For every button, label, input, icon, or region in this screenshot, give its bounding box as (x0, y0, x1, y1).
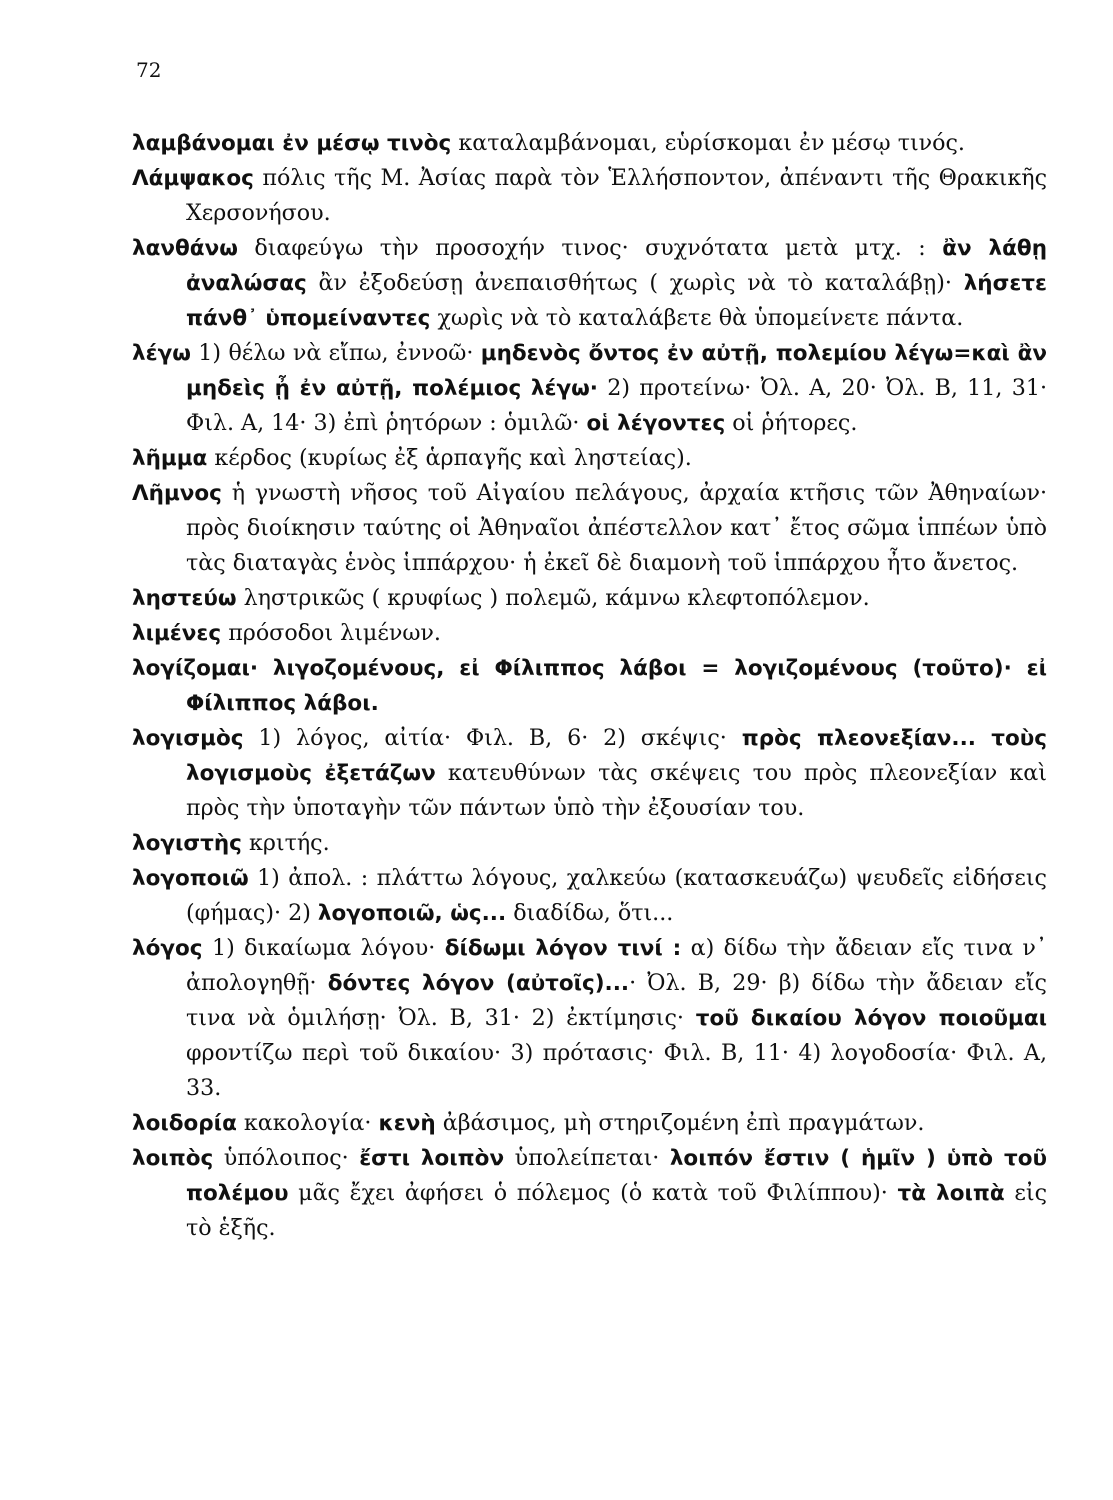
entry-text: πρόσοδοι λιμένων. (221, 620, 441, 646)
entry-text: κατευθύνων τὰς σκέψεις του πρὸς πλεονεξίαν καὶ πρὸς τὴν ὑποταγὴν τῶν πάντων ὑπὸ τὴν ἐξουσίαν του. (186, 760, 1047, 821)
entry-text: ληστρικῶς ( κρυφίως ) πολεμῶ, κάμνω κλεφτοπόλεμον. (236, 585, 870, 611)
entry-headword: δίδωμι λόγον τινί : (444, 936, 682, 961)
entry-headword: λογοποιῶ, ὡς... (317, 901, 507, 926)
entry-headword: μηδενὸς ὄντος ἐν αὐτῇ, πολεμίου λέγω=καὶ ἂν μηδεὶς ᾖ ἐν αὐτῇ, πολέμιος λέγω· (186, 341, 1047, 401)
entry-text: διαφεύγω τὴν προσοχήν τινος· συχνότατα μετὰ μτχ. : (237, 235, 943, 261)
dictionary-entry (132, 616, 1047, 651)
entry-headword: Λάμψακος (132, 166, 254, 191)
entry-headword: ἔστι λοιπὸν (359, 1146, 505, 1171)
dictionary-entry (132, 581, 1047, 616)
entry-text: 1) θέλω νὰ εἴπω, ἐννοῶ· (190, 340, 481, 366)
entry-headword: ἂν λάθῃ ἀναλώσας (186, 236, 1048, 296)
entry-text: 1) λόγος, αἰτία· Φιλ. Β, 6· 2) σκέψις· (243, 725, 742, 751)
entry-text: ἡ γνωστὴ νῆσος τοῦ Αἰγαίου πελάγους, ἀρχαία κτῆσις τῶν Ἀθηναίων· πρὸς διοίκησιν ταύτης οἱ Ἀθηναῖοι ἀπέστελλον κατ᾽ ἔτος σῶμα ἱππέων ὑπὸ τὰς διαταγὰς ἑνὸς ἱππάρχου· ἡ ἐκεῖ δὲ διαμονὴ τοῦ ἱππάρχου ἦτο ἄνετος. (186, 480, 1047, 576)
dictionary-entry (132, 1106, 1047, 1141)
entry-headword: λοιπόν ἔστιν ( ἡμῖν ) ὑπὸ τοῦ πολέμου (186, 1146, 1047, 1206)
entry-text: οἱ ῥήτορες. (725, 410, 858, 436)
entry-text: α) δίδω τὴν ἄδειαν εἴς τινα ν᾽ ἀπολογηθῇ· (186, 935, 1047, 996)
entry-list (132, 126, 1047, 1246)
entry-headword: ληστεύω (132, 586, 237, 611)
entry-headword: λαμβάνομαι ἐν μέσῳ τινὸς (132, 131, 452, 156)
entry-text: φροντίζω περὶ τοῦ δικαίου· 3) πρότασις· Φιλ. Β, 11· 4) λογοδοσία· Φιλ. Α, 33. (186, 1040, 1047, 1101)
entry-headword: λοιδορία (132, 1111, 237, 1136)
entry-text: κριτής. (241, 830, 330, 856)
dictionary-entry (132, 721, 1047, 826)
entry-headword: λογοποιῶ (132, 866, 249, 891)
entry-text: καταλαμβάνομαι, εὑρίσκομαι ἐν μέσῳ τινός. (451, 130, 965, 156)
entry-headword: τὰ λοιπὰ (897, 1181, 1005, 1206)
entry-text: 1) ἀπολ. : πλάττω λόγους, χαλκεύω (κατασκευάζω) ψευδεῖς εἰδήσεις (φήμας)· 2) (186, 865, 1047, 926)
entry-text: ἂν ἐξοδεύσῃ ἀνεπαισθήτως ( χωρὶς νὰ τὸ καταλάβῃ)· (306, 270, 964, 296)
dictionary-entry (132, 336, 1047, 441)
entry-text: διαδίδω, ὅτι... (506, 900, 674, 926)
entry-text: · Ὀλ. Β, 29· β) δίδω τὴν ἄδειαν εἴς τινα νὰ ὁμιλήσῃ· Ὀλ. Β, 31· 2) ἐκτίμησις· (186, 970, 1047, 1031)
entry-text: κέρδος (κυρίως ἐξ ἁρπαγῆς καὶ ληστείας). (207, 445, 692, 471)
entry-headword: κενὴ (378, 1111, 436, 1136)
dictionary-entry (132, 161, 1047, 231)
entry-text: μᾶς ἔχει ἀφήσει ὁ πόλεμος (ὁ κατὰ τοῦ Φιλίππου)· (288, 1180, 898, 1206)
dictionary-entry (132, 231, 1047, 336)
entry-headword: λέγω (132, 341, 191, 366)
entry-text: χωρὶς νὰ τὸ καταλάβετε θὰ ὑπομείνετε πάντα. (430, 305, 964, 331)
entry-text: 2) προτείνω· Ὀλ. Α, 20· Ὀλ. Β, 11, 31· Φιλ. Α, 14· 3) ἐπὶ ῥητόρων : ὁμιλῶ· (186, 375, 1048, 436)
entry-headword: τοῦ δικαίου λόγον ποιοῦμαι (695, 1006, 1047, 1031)
entry-text: εἰς τὸ ἑξῆς. (186, 1180, 1047, 1241)
page-number: 72 (136, 58, 162, 82)
dictionary-entry (132, 1141, 1047, 1246)
entry-headword: λιμένες (132, 621, 222, 646)
entry-headword: λήσετε πάνθ᾽ ὑπομείναντες (186, 271, 1047, 331)
entry-headword: οἱ λέγοντες (586, 411, 726, 436)
entry-headword: λόγος (132, 936, 203, 961)
dictionary-entry (132, 651, 1047, 721)
dictionary-entry (132, 861, 1047, 931)
entry-headword: Λῆμνος (132, 481, 222, 506)
entry-headword: δόντες λόγον (αὐτοῖς)... (327, 971, 630, 996)
entry-headword: λοιπὸς (132, 1146, 214, 1171)
entry-text: ἀβάσιμος, μὴ στηριζομένη ἐπὶ πραγμάτων. (435, 1110, 925, 1136)
entry-text: 1) δικαίωμα λόγου· (202, 935, 445, 961)
entry-text: κακολογία· (236, 1110, 379, 1136)
dictionary-entry (132, 931, 1047, 1106)
dictionary-entry (132, 126, 1047, 161)
entry-headword: πρὸς πλεονεξίαν... τοὺς λογισμοὺς ἐξετάζων (186, 726, 1047, 786)
entry-headword: λογισμὸς (132, 726, 244, 751)
entry-text: πόλις τῆς Μ. Ἀσίας παρὰ τὸν Ἑλλήσποντον, ἀπέναντι τῆς Θρακικῆς Χερσονήσου. (186, 165, 1047, 226)
entry-headword: λογίζομαι· λιγοζομένους, εἰ Φίλιππος λάβοι = λογιζομένους (τοῦτο)· εἰ Φίλιππος λάβοι. (132, 656, 1047, 716)
entry-headword: λογιστὴς (132, 831, 242, 856)
dictionary-entry (132, 476, 1047, 581)
dictionary-entry (132, 441, 1047, 476)
entry-text: ὑπόλοιπος· (213, 1145, 360, 1171)
entry-headword: λῆμμα (132, 446, 208, 471)
dictionary-entry (132, 826, 1047, 861)
entry-text: ὑπολείπεται· (504, 1145, 670, 1171)
entry-headword: λανθάνω (132, 236, 238, 261)
